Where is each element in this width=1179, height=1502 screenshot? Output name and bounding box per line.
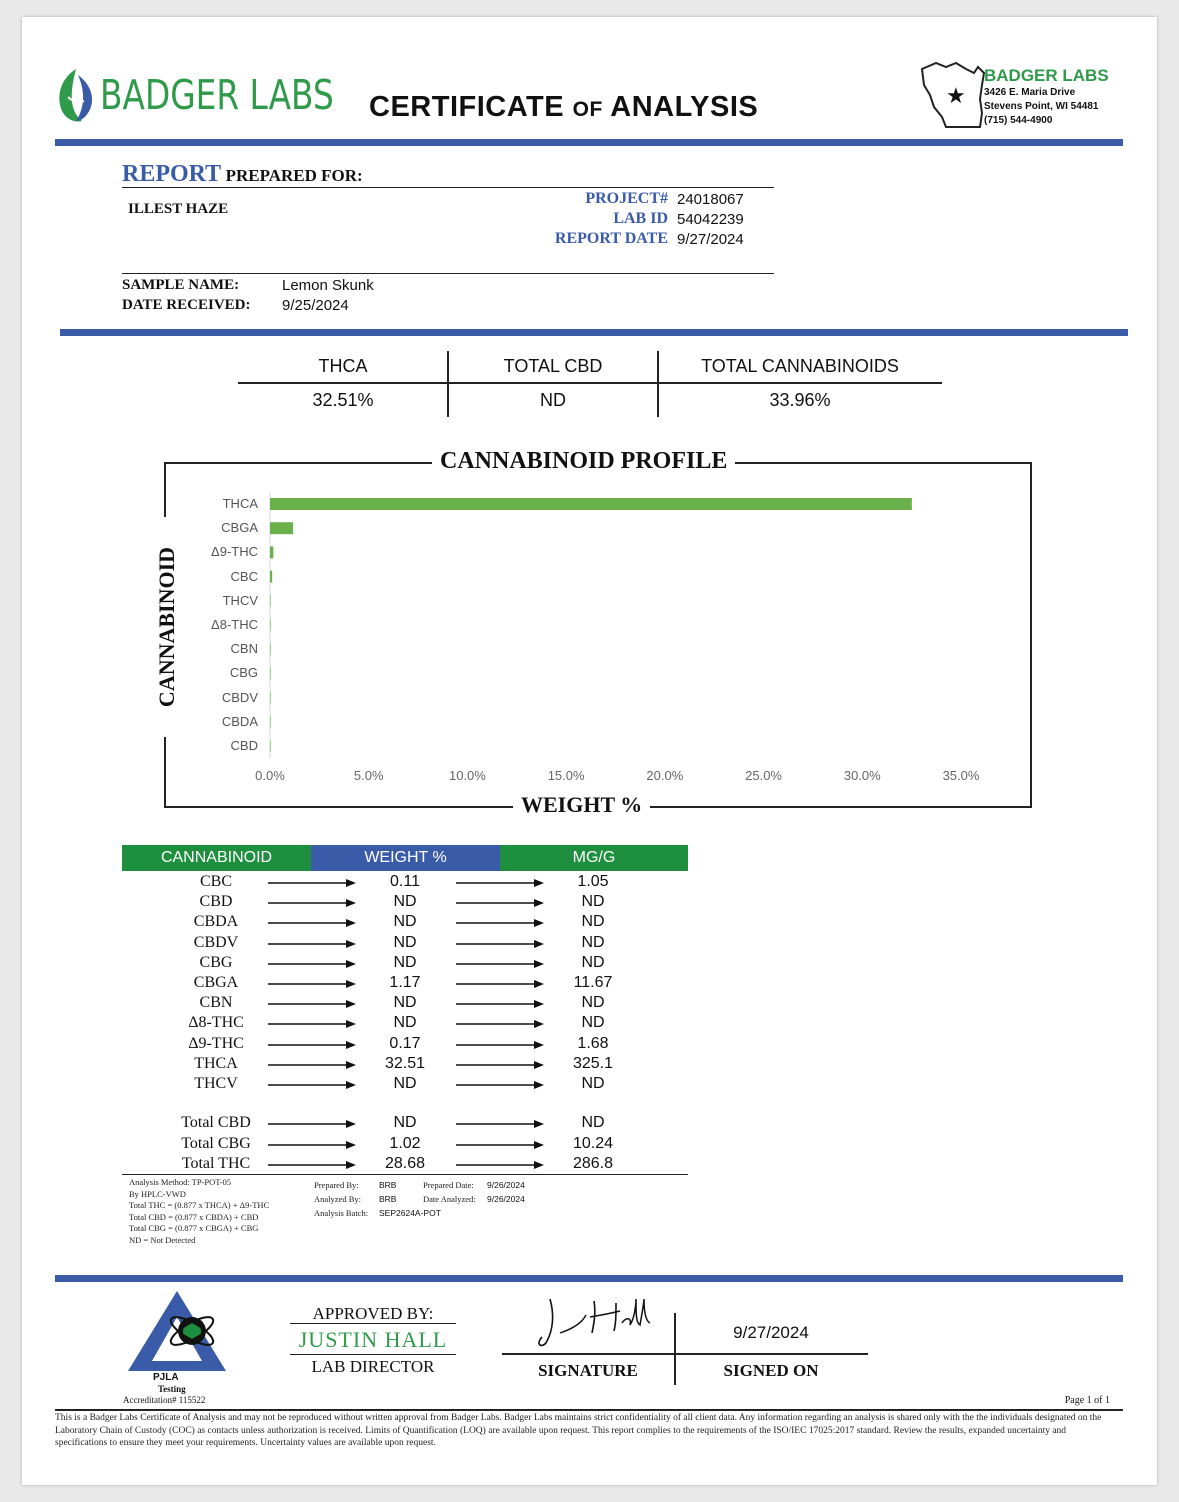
arrow-icon: [268, 878, 356, 888]
arrow-icon: [268, 1080, 356, 1090]
address-line-2: Stevens Point, WI 54481: [984, 101, 1099, 112]
date-received-label: DATE RECEIVED:: [122, 297, 251, 313]
page-number: Page 1 of 1: [1064, 1395, 1110, 1406]
table-row-mg: 325.1: [572, 1054, 614, 1072]
chart-category-label: Δ9-THC: [211, 544, 258, 560]
table-row-weight: 0.11: [390, 873, 420, 890]
address-lab-name: BADGER LABS: [984, 66, 1109, 85]
date-analyzed-value: 9/26/2024: [487, 1194, 525, 1204]
table-row-cannabinoid: CBDA: [193, 913, 239, 931]
arrow-icon: [456, 1019, 544, 1029]
report-word: REPORT: [122, 161, 222, 187]
summary-value-thca: 32.51%: [312, 390, 374, 410]
chart-category-label: CBN: [230, 641, 258, 657]
table-row-weight: 1.02: [389, 1134, 421, 1152]
summary-header-thca: THCA: [318, 356, 368, 376]
arrow-icon: [456, 999, 544, 1009]
chart-plot-area: [166, 464, 1034, 810]
summary-rule: [238, 382, 942, 384]
table-row-weight: ND: [393, 1014, 417, 1032]
method-notes: [129, 1177, 269, 1246]
date-received-value: 9/25/2024: [282, 297, 349, 314]
chart-category-label: CBD: [230, 738, 258, 753]
svg-text:★: ★: [946, 84, 966, 109]
approver-name: JUSTIN HALL: [298, 1327, 448, 1352]
arrow-icon: [268, 979, 356, 989]
summary-header-total-cbd: TOTAL CBD: [503, 356, 603, 376]
summary-table: [238, 351, 942, 417]
signed-on-label: SIGNED ON: [723, 1361, 819, 1380]
report-date-label: REPORT DATE: [554, 230, 668, 247]
approver-rule: [290, 1354, 456, 1355]
approval-divider: [55, 1275, 1123, 1282]
table-row-weight: ND: [393, 893, 417, 911]
table-row-mg: ND: [581, 1114, 605, 1131]
approved-by-label: APPROVED BY:: [312, 1304, 434, 1323]
arrow-icon: [268, 999, 356, 1009]
chart-x-tick-label: 5.0%: [353, 768, 384, 783]
info-divider: [60, 329, 1128, 336]
badger-labs-logo: [54, 67, 334, 127]
title-part-2: ANALYSIS: [602, 91, 759, 123]
table-bottom-rule: [122, 1174, 688, 1175]
chart-bar: [270, 546, 273, 558]
coa-page: [22, 17, 1157, 1485]
prepared-by-label: Prepared By:: [314, 1180, 359, 1190]
chart-bar: [270, 522, 293, 534]
arrow-icon: [456, 1080, 544, 1090]
chart-bar: [270, 595, 271, 607]
table-row-mg: 1.05: [577, 873, 609, 890]
cannabinoid-profile-chart: [154, 448, 1032, 817]
chart-category-label: CBDA: [221, 713, 258, 729]
note-total-cbd: Total CBD = (0.877 x CBDA) + CBD: [129, 1211, 259, 1222]
accreditation-number: Accreditation# 115522: [123, 1395, 206, 1405]
pjla-testing: Testing: [158, 1384, 186, 1394]
pjla-text: PJLA: [153, 1372, 179, 1383]
table-row-cannabinoid: CBDV: [193, 933, 239, 951]
summary-value-total-cbd: ND: [540, 390, 566, 410]
arrow-icon: [268, 1060, 356, 1070]
pjla-accreditation-logo: [122, 1287, 232, 1379]
table-row-weight: ND: [393, 994, 417, 1012]
report-prepared-for: [122, 161, 363, 188]
note-method: Analysis Method: TP-POT-05: [129, 1177, 232, 1187]
analyzed-by-label: Analyzed By:: [314, 1194, 361, 1204]
table-row-weight: 28.68: [384, 1155, 426, 1173]
note-nd: ND = Not Detected: [129, 1234, 196, 1245]
signature-rule: [502, 1353, 868, 1355]
table-row-mg: ND: [581, 893, 605, 911]
table-header-cannabinoid: CANNABINOID: [122, 845, 311, 871]
table-row-cannabinoid: CBD: [199, 893, 233, 911]
table-row-cannabinoid: Total CBD: [181, 1114, 251, 1131]
project-value: 24018067: [677, 191, 744, 208]
chart-bar: [270, 740, 271, 752]
lab-id-value: 54042239: [677, 211, 744, 228]
report-date-value: 9/27/2024: [677, 231, 744, 248]
project-label: PROJECT#: [585, 190, 668, 207]
table-row-weight: ND: [393, 913, 417, 931]
table-row-cannabinoid: CBG: [199, 953, 233, 971]
arrow-icon: [268, 1160, 356, 1170]
table-row-cannabinoid: THCV: [194, 1075, 238, 1092]
chart-category-label: Δ8-THC: [211, 617, 258, 632]
chart-ylabel: CANNABINOID: [154, 517, 180, 737]
arrow-icon: [268, 918, 356, 928]
table-header-weight: WEIGHT %: [311, 845, 500, 871]
table-row-mg: ND: [581, 913, 605, 931]
table-row-cannabinoid: CBC: [199, 873, 232, 890]
arrow-icon: [268, 959, 356, 969]
table-row-mg: ND: [581, 953, 605, 971]
header-divider: [55, 139, 1123, 146]
arrow-icon: [456, 918, 544, 928]
table-row-mg: 10.24: [572, 1134, 614, 1152]
chart-bar: [270, 498, 912, 510]
arrow-icon: [268, 1040, 356, 1050]
signed-on-value: 9/27/2024: [733, 1323, 809, 1342]
table-row-cannabinoid: Total CBG: [181, 1134, 251, 1152]
table-row-mg: ND: [581, 933, 605, 951]
table-row-mg: ND: [581, 1014, 605, 1032]
table-row-mg: 286.8: [572, 1155, 614, 1173]
summary-divider-2: [657, 351, 659, 417]
arrow-icon: [268, 1019, 356, 1029]
chart-x-tick-label: 10.0%: [448, 768, 486, 783]
chart-bar: [270, 667, 271, 679]
table-row-weight: 0.17: [389, 1034, 421, 1052]
arrow-icon: [268, 898, 356, 908]
arrow-icon: [456, 898, 544, 908]
prepared-for-label: PREPARED FOR:: [225, 166, 363, 185]
leaf-icon: [54, 67, 98, 125]
prepared-date-value: 9/26/2024: [487, 1180, 525, 1190]
chart-category-label: THCV: [222, 592, 258, 608]
table-row-cannabinoid: Total THC: [181, 1155, 251, 1173]
chart-x-tick-label: 15.0%: [547, 768, 585, 783]
chart-title: CANNABINOID PROFILE: [432, 448, 735, 475]
chart-x-tick-label: 25.0%: [745, 768, 782, 783]
prepared-date-label: Prepared Date:: [423, 1180, 474, 1190]
chart-bar: [270, 643, 271, 655]
table-row-cannabinoid: THCA: [194, 1054, 238, 1072]
note-total-cbg: Total CBG = (0.877 x CBGA) + CBG: [129, 1223, 259, 1233]
batch-label: Analysis Batch:: [314, 1208, 369, 1218]
date-analyzed-label: Date Analyzed:: [423, 1194, 476, 1204]
footer-disclaimer: This is a Badger Labs Certificate of Analysis and may not be reproduced without written approval from Badger Labs. Badger Labs maintains strict confidentiality of all client data. Any information regarding an analysis is shared only with the the individuals designated on the Laboratory Chain of Custody (COC) as contacts unless authorization is received. Limits of Quantification (LOQ) are available upon request. This report complies to the requirements of the ISO/IEC 17025:2017 standard. Review the results, expanded uncertainty and specifications to ensure they meet your requirements. Uncertainty values are available upon request.: [55, 1413, 1102, 1448]
document-title: [369, 91, 758, 124]
table-row-weight: ND: [393, 1075, 417, 1092]
batch-value: SEP2624A-POT: [379, 1208, 441, 1218]
table-row-weight: ND: [393, 953, 417, 971]
chart-bar: [270, 619, 271, 631]
arrow-icon: [268, 1140, 356, 1150]
table-row-cannabinoid: CBGA: [193, 974, 239, 991]
table-row-weight: ND: [393, 933, 417, 951]
lab-id-label: LAB ID: [613, 210, 668, 227]
table-row-cannabinoid: CBN: [199, 994, 233, 1012]
chart-svg: [166, 464, 1034, 810]
chart-category-label: CBGA: [221, 520, 258, 536]
arrow-icon: [456, 878, 544, 888]
arrow-icon: [456, 1140, 544, 1150]
note-by: By HPLC-VWD: [129, 1188, 186, 1199]
chart-x-tick-label: 0.0%: [255, 768, 285, 783]
address-line-1: 3426 E. Maria Drive: [984, 87, 1076, 98]
chart-bar: [270, 692, 271, 704]
analyzed-by-value: BRB: [379, 1194, 397, 1204]
sample-name-label: SAMPLE NAME:: [122, 277, 240, 293]
sample-name-value: Lemon Skunk: [282, 277, 374, 294]
arrow-icon: [456, 1160, 544, 1170]
table-row-cannabinoid: Δ8-THC: [188, 1014, 244, 1032]
handwritten-signature: [532, 1293, 672, 1353]
chart-x-tick-label: 35.0%: [942, 768, 980, 783]
chart-x-tick-label: 20.0%: [646, 768, 684, 783]
footer-rule: [55, 1409, 1123, 1411]
logo-text: BADGER LABS: [100, 71, 334, 119]
chart-bar: [270, 716, 271, 728]
address-line-3: (715) 544-4900: [984, 115, 1053, 126]
arrow-icon: [456, 1060, 544, 1070]
arrow-icon: [456, 939, 544, 949]
client-name: ILLEST HAZE: [128, 201, 229, 217]
chart-category-label: THCA: [222, 496, 258, 511]
table-row-mg: ND: [581, 994, 605, 1012]
chart-x-tick-label: 30.0%: [843, 768, 881, 783]
sample-divider: [122, 273, 774, 274]
table-row-mg: 1.68: [577, 1034, 609, 1052]
table-row-cannabinoid: Δ9-THC: [188, 1034, 244, 1052]
report-underline: [122, 187, 774, 188]
prepared-by-value: BRB: [379, 1180, 397, 1190]
chart-category-label: CBG: [229, 665, 258, 681]
table-row-weight: ND: [393, 1114, 417, 1131]
approver-title: LAB DIRECTOR: [311, 1357, 435, 1376]
arrow-icon: [456, 959, 544, 969]
lab-address: [984, 66, 1109, 128]
arrow-icon: [268, 1119, 356, 1129]
wisconsin-map-icon: [916, 55, 992, 133]
title-part-1: CERTIFICATE: [369, 91, 573, 123]
arrow-icon: [268, 939, 356, 949]
chart-category-label: CBC: [230, 568, 258, 584]
chart-xlabel: WEIGHT %: [513, 792, 650, 818]
summary-divider-1: [447, 351, 449, 417]
table-row-mg: 11.67: [573, 974, 613, 991]
signature-label: SIGNATURE: [538, 1361, 638, 1380]
approved-by-rule: [290, 1323, 456, 1324]
title-of: OF: [572, 98, 603, 121]
summary-header-total-cannabinoids: TOTAL CANNABINOIDS: [701, 356, 899, 376]
arrow-icon: [456, 979, 544, 989]
summary-value-total-cannabinoids: 33.96%: [769, 390, 831, 410]
table-row-weight: 32.51: [384, 1054, 426, 1072]
chart-category-label: CBDV: [221, 689, 258, 705]
chart-bar: [270, 571, 272, 583]
table-row-mg: ND: [581, 1075, 605, 1092]
arrow-icon: [456, 1119, 544, 1129]
note-total-thc: Total THC = (0.877 x THCA) + Δ9-THC: [129, 1200, 270, 1210]
table-header-mg: MG/G: [500, 845, 688, 871]
table-row-weight: 1.17: [389, 974, 421, 991]
arrow-icon: [456, 1040, 544, 1050]
